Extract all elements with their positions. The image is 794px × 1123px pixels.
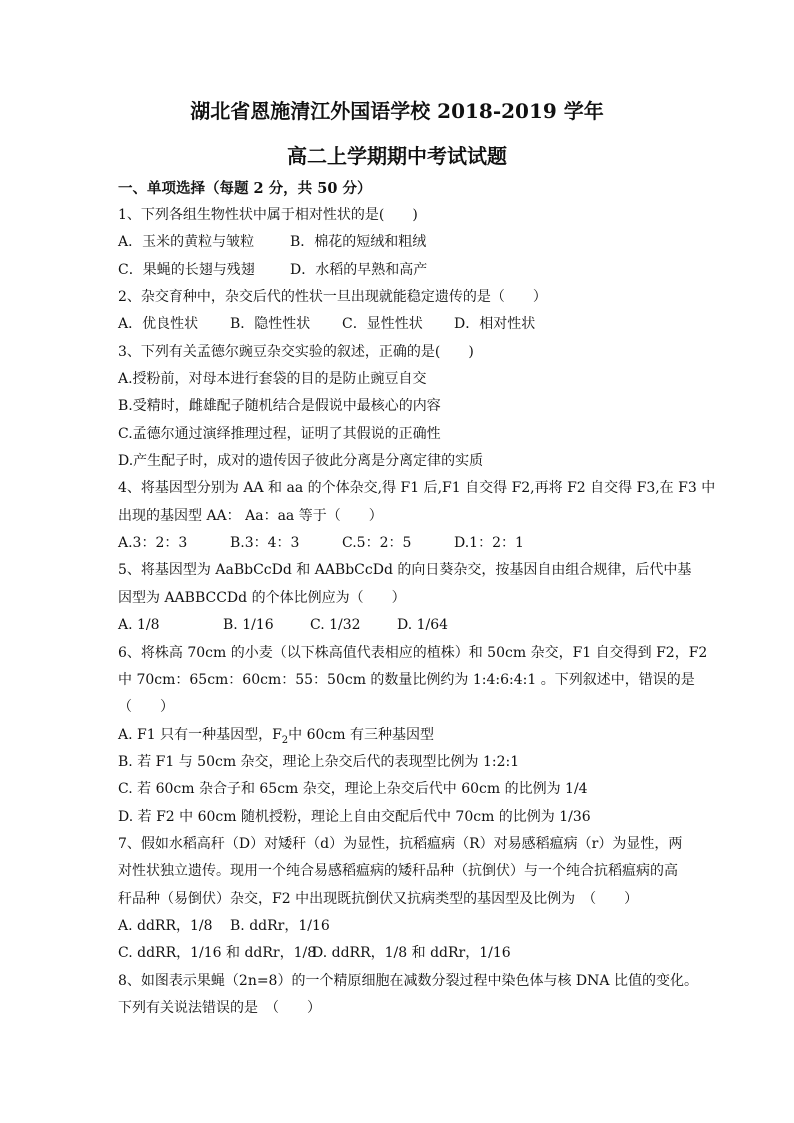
question-6-option-a bbox=[118, 725, 678, 752]
question-3-stem: 3、下列有关孟德尔豌豆杂交实验的叙述，正确的是( ) bbox=[118, 343, 474, 360]
question-4-stem-line1: 4、将基因型分别为 AA 和 aa 的个体杂交,得 F1 后,F1 自交得 F2,再将 F2 自交得 F3,在 F3 中 bbox=[118, 480, 716, 497]
question-4-options bbox=[118, 533, 678, 560]
question-2-option-a: A．优良性状 bbox=[118, 316, 199, 333]
question-6-option-a-sub: 2 bbox=[281, 734, 289, 746]
question-7-option-b: B. ddRr，1/16 bbox=[230, 917, 330, 934]
exam-title-line2: 高二上学期期中考试试题 bbox=[287, 144, 507, 168]
question-4-option-b: B.3：4：3 bbox=[230, 535, 300, 552]
question-6-stem-line3: （ ） bbox=[118, 699, 174, 716]
question-7-option-c: C. ddRR，1/16 和 ddRr，1/8 bbox=[118, 945, 317, 962]
question-5-stem-line1: 5、将基因型为 AaBbCcDd 和 AABbCcDd 的向日葵杂交，按基因自由组合规律，后代中基 bbox=[118, 562, 692, 579]
question-4-option-a: A.3：2：3 bbox=[118, 535, 188, 552]
question-4-option-c: C.5：2：5 bbox=[342, 535, 412, 552]
question-1-stem: 1、下列各组生物性状中属于相对性状的是( ) bbox=[118, 207, 418, 223]
question-7-option-d: D. ddRR，1/8 和 ddRr，1/16 bbox=[312, 945, 511, 962]
question-4-option-d: D.1：2：1 bbox=[454, 535, 524, 552]
question-3-option-b: B.受精时，雌雄配子随机结合是假说中最核心的内容 bbox=[118, 398, 441, 415]
question-8-stem-line2: 下列有关说法错误的是 （ ） bbox=[118, 999, 321, 1016]
question-2-option-b: B．隐性性状 bbox=[230, 316, 311, 333]
question-6-option-a-post: 中 60cm 有三种基因型 bbox=[288, 726, 435, 743]
question-5-stem-line2: 因型为 AABBCCDd 的个体比例应为（ ） bbox=[118, 589, 406, 606]
question-2-option-d: D．相对性状 bbox=[454, 316, 536, 333]
question-6-option-b: B. 若 F1 与 50cm 杂交，理论上杂交后代的表现型比例为 1:2:1 bbox=[118, 753, 520, 770]
question-6-stem-line1: 6、将株高 70cm 的小麦（以下株高值代表相应的植株）和 50cm 杂交，F1 自交得到 F2，F2 bbox=[118, 644, 708, 661]
question-1-option-b: B．棉花的短绒和粗绒 bbox=[290, 234, 427, 251]
question-6-option-a-pre: A. F1 只有一种基因型，F bbox=[118, 726, 282, 743]
exam-title-line1: 湖北省恩施清江外国语学校 2018-2019 学年 bbox=[190, 99, 604, 123]
question-7-stem-line2: 对性状独立遗传。现用一个纯合易感稻瘟病的矮秆品种（抗倒伏）与一个纯合抗稻瘟病的高 bbox=[118, 863, 678, 880]
question-2-options bbox=[118, 314, 678, 341]
question-1-options-ab bbox=[118, 232, 678, 259]
question-7-stem-line1: 7、假如水稻高秆（D）对矮秆（d）为显性，抗稻瘟病（R）对易感稻瘟病（r）为显性，两 bbox=[118, 835, 683, 852]
question-5-option-a: A. 1/8 bbox=[118, 617, 160, 634]
question-3-option-d: D.产生配子时，成对的遗传因子彼此分离是分离定律的实质 bbox=[118, 453, 484, 470]
question-4-stem-line2: 出现的基因型 AA： Aa：aa 等于（ ） bbox=[118, 507, 383, 524]
question-3-option-a: A.授粉前，对母本进行套袋的目的是防止豌豆自交 bbox=[118, 371, 427, 388]
question-1-option-d: D．水稻的早熟和高产 bbox=[290, 261, 428, 278]
question-6-option-c: C. 若 60cm 杂合子和 65cm 杂交，理论上杂交后代中 60cm 的比例为 1/4 bbox=[118, 781, 588, 798]
question-5-option-c: C. 1/32 bbox=[310, 617, 361, 634]
question-7-options-ab bbox=[118, 916, 678, 943]
question-7-stem-line3: 秆品种（易倒伏）杂交，F2 中出现既抗倒伏又抗病类型的基因型及比例为 （ ） bbox=[118, 890, 639, 907]
question-5-option-b: B. 1/16 bbox=[223, 617, 274, 634]
section-heading: 一、单项选择（每题 2 分，共 50 分） bbox=[118, 180, 372, 197]
question-7-option-a: A. ddRR，1/8 bbox=[118, 917, 213, 934]
question-6-option-d: D. 若 F2 中 60cm 随机授粉，理论上自由交配后代中 70cm 的比例为 1/36 bbox=[118, 808, 591, 825]
question-7-options-cd bbox=[118, 943, 678, 970]
question-8-stem-line1: 8、如图表示果蝇（2n=8）的一个精原细胞在减数分裂过程中染色体与核 DNA 比值的变化。 bbox=[118, 972, 698, 989]
question-2-option-c: C．显性性状 bbox=[342, 316, 423, 333]
question-3-option-c: C.孟德尔通过演绎推理过程，证明了其假说的正确性 bbox=[118, 425, 441, 442]
question-6-stem-line2: 中 70cm：65cm：60cm：55：50cm 的数量比例约为 1:4:6:4:1 。下列叙述中，错误的是 bbox=[118, 671, 695, 688]
question-2-stem: 2、杂交育种中，杂交后代的性状一旦出现就能稳定遗传的是（ ） bbox=[118, 289, 547, 306]
question-1-options-cd bbox=[118, 260, 678, 287]
question-1-option-a: A．玉米的黄粒与皱粒 bbox=[118, 234, 255, 251]
question-5-option-d: D. 1/64 bbox=[397, 617, 449, 634]
question-list bbox=[118, 205, 716, 1025]
question-1-option-c: C．果蝇的长翅与残翅 bbox=[118, 261, 255, 278]
question-5-options bbox=[118, 615, 678, 642]
